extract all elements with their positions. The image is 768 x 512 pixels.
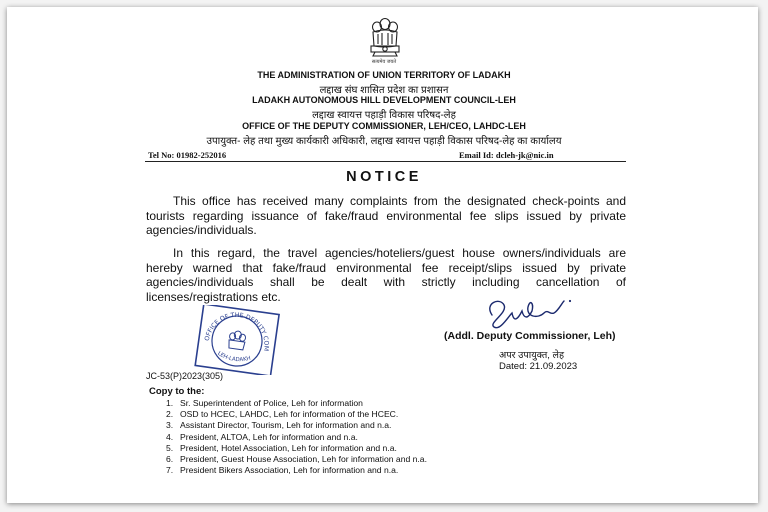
list-item: 3. Assistant Director, Tourism, Leh for information and n.a. xyxy=(166,420,392,431)
header-divider xyxy=(145,161,626,162)
signatory-designation-hindi: अपर उपायुक्त, लेह xyxy=(499,350,565,361)
notice-date: Dated: 21.09.2023 xyxy=(499,361,578,372)
copy-to-heading: Copy to the: xyxy=(149,386,205,397)
header-office-hindi: उपायुक्त- लेह तथा मुख्य कार्यकारी अधिकारी, लद्दाख स्वायत्त पहाड़ी विकास परिषद-लेह का कार्यालय xyxy=(206,136,562,147)
svg-text:LEH-LADAKH xyxy=(216,350,253,365)
stamp-bottom-text: LEH-LADAKH xyxy=(216,350,252,364)
list-item: 6. President, Guest House Association, Leh for information and n.a. xyxy=(166,454,427,465)
handwritten-signature xyxy=(478,293,588,335)
email-address: Email Id: dcleh-jk@nic.in xyxy=(459,150,554,160)
header-council-hindi: लद्दाख स्वायत्त पहाड़ी विकास परिषद-लेह xyxy=(312,110,456,121)
telephone-number: Tel No: 01982-252016 xyxy=(148,150,227,160)
list-item: 4. President, ALTOA, Leh for information and n.a. xyxy=(166,431,358,442)
list-item: 5. President, Hotel Association, Leh for information and n.a. xyxy=(166,442,397,453)
stamp-ring-text: OFFICE OF THE DEPUTY COMMISSIONER xyxy=(203,311,270,352)
stamp-emblem-icon xyxy=(228,330,246,350)
notice-title: NOTICE xyxy=(346,169,422,185)
list-item: 1. Sr. Superintendent of Police, Leh for information xyxy=(166,398,363,408)
emblem-motto: सत्यमेव जयते xyxy=(371,59,397,65)
header-council: LADAKH AUTONOMOUS HILL DEVELOPMENT COUNCIL-LEH xyxy=(252,95,516,105)
notice-paragraph-2: In this regard, the travel agencies/hoteliers/guest house owners/individuals are hereby warned that fake/fraud environmental fee receipt/slips issued by private agencies/individuals shall be dealt with strictly including cancellation of licenses/registrations etc. xyxy=(146,246,626,304)
header-office: OFFICE OF THE DEPUTY COMMISSIONER, LEH/CEO, LAHDC-LEH xyxy=(242,121,526,131)
reference-number: JC-53(P)2023(305) xyxy=(146,371,224,381)
signatory-designation: (Addl. Deputy Commissioner, Leh) xyxy=(444,330,616,342)
header-ut-admin-hindi: लद्दाख संघ शासित प्रदेश का प्रशासन xyxy=(319,85,449,96)
office-stamp xyxy=(193,305,281,375)
header-ut-admin: THE ADMINISTRATION OF UNION TERRITORY OF LADAKH xyxy=(257,70,511,80)
list-item: 7. President Bikers Association, Leh for information and n.a. xyxy=(166,465,399,476)
list-item: 2. OSD to HCEC, LAHDC, Leh for information of the HCEC. xyxy=(166,409,399,420)
copy-to-list xyxy=(166,398,427,476)
notice-paragraph-1: This office has received many complaints from the designated check-points and tourists regarding issuance of fake/fraud environmental fee slips issued by private agencies/individuals. xyxy=(146,194,626,237)
